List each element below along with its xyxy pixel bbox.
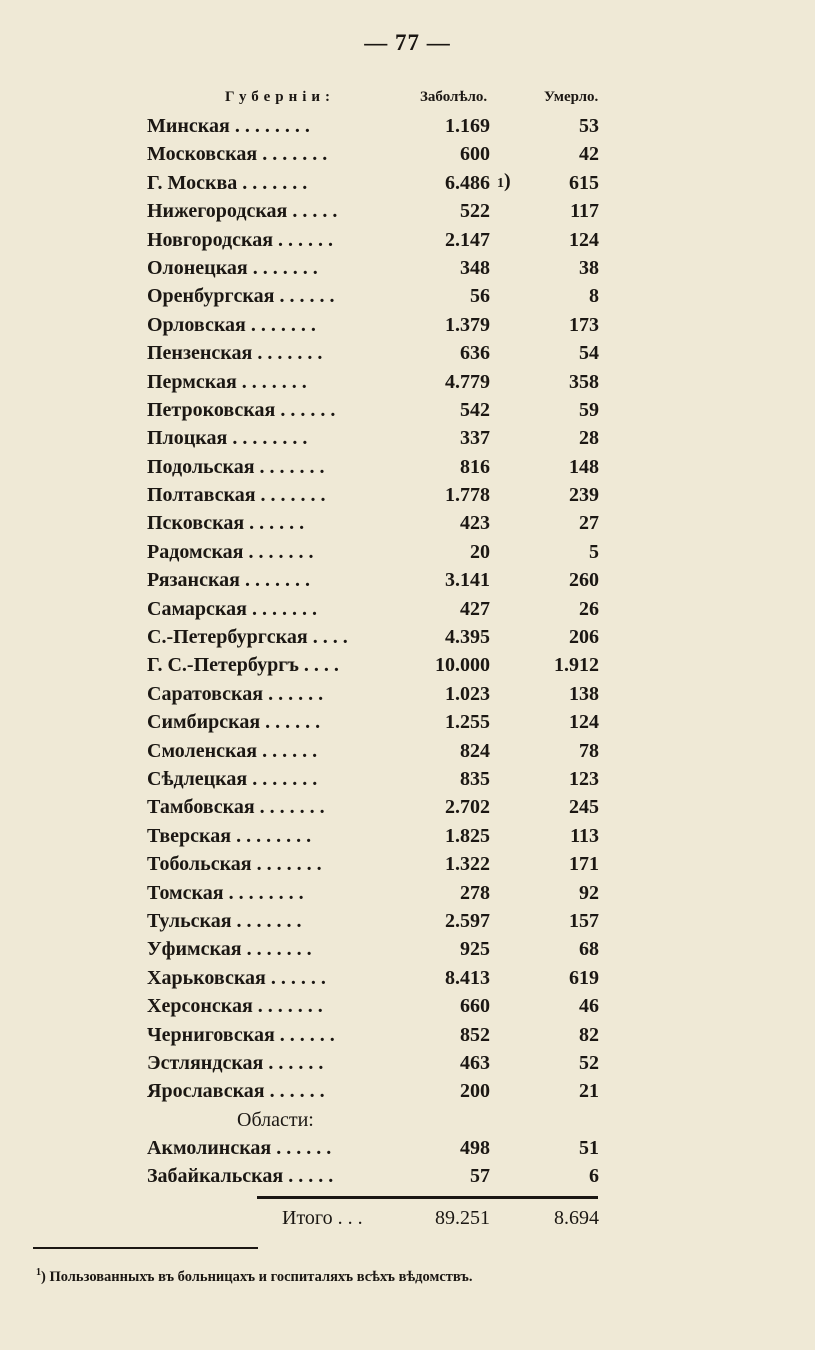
dead-count: 358 (569, 370, 599, 393)
section-row (0, 1106, 815, 1134)
sick-count: 427 (460, 597, 490, 620)
sick-count: 824 (460, 739, 490, 762)
table-row (0, 680, 815, 708)
gubernia-name: Херсонская . . . . . . . (147, 995, 323, 1018)
gubernia-name: Харьковская . . . . . . (147, 966, 326, 989)
dead-count: 68 (579, 938, 599, 961)
dead-count: 171 (569, 853, 599, 876)
table-row (0, 282, 815, 310)
footnote-ref (497, 167, 511, 198)
dead-count: 148 (569, 455, 599, 478)
dead-count: 260 (569, 569, 599, 592)
sick-count: 522 (460, 200, 490, 223)
sick-count: 1.825 (445, 824, 490, 847)
footnote (36, 1267, 472, 1286)
dead-count: 46 (579, 995, 599, 1018)
dead-count: 138 (569, 682, 599, 705)
table-row (0, 1162, 815, 1190)
total-row (0, 1204, 815, 1234)
gubernia-name: Оренбургская . . . . . . (147, 285, 335, 308)
dead-count: 28 (579, 427, 599, 450)
header-umerlo: Умерло. (544, 89, 599, 105)
table-row (0, 1021, 815, 1049)
dead-count: 52 (579, 1051, 599, 1074)
table-row (0, 566, 815, 594)
table-row (0, 765, 815, 793)
sick-count: 200 (460, 1080, 490, 1103)
table-row (0, 1134, 815, 1162)
sick-count: 1.322 (445, 853, 490, 876)
footnote-marker: 1 (36, 1267, 41, 1278)
gubernia-name: Полтавская . . . . . . . (147, 484, 326, 507)
table-row (0, 481, 815, 509)
dead-count: 173 (569, 313, 599, 336)
dead-count: 42 (579, 143, 599, 166)
footnote-rule (33, 1247, 258, 1249)
dead-count: 92 (579, 881, 599, 904)
total-sick: 89.251 (435, 1207, 490, 1229)
gubernia-name: Саратовская . . . . . . (147, 682, 324, 705)
dead-count: 124 (569, 228, 599, 251)
gubernia-name: Эстляндская . . . . . . (147, 1051, 324, 1074)
gubernia-name: Пензенская . . . . . . . (147, 342, 323, 365)
dead-count: 124 (569, 711, 599, 734)
sick-count: 278 (460, 881, 490, 904)
sick-count: 852 (460, 1023, 490, 1046)
gubernia-name: Тобольская . . . . . . . (147, 853, 322, 876)
sick-count: 2.597 (445, 909, 490, 932)
gubernia-name: Петроковская . . . . . . (147, 398, 336, 421)
gubernia-name: Новгородская . . . . . . (147, 228, 334, 251)
gubernia-name: Акмолинская . . . . . . (147, 1137, 332, 1160)
table-row (0, 339, 815, 367)
dead-count: 59 (579, 398, 599, 421)
sick-count: 4.779 (445, 370, 490, 393)
table-row (0, 453, 815, 481)
gubernia-name: Тамбовская . . . . . . . (147, 796, 325, 819)
dead-count: 239 (569, 484, 599, 507)
table-row (0, 708, 815, 736)
section-label: Области: (237, 1108, 314, 1131)
dead-count: 78 (579, 739, 599, 762)
sick-count: 1.379 (445, 313, 490, 336)
table-row (0, 140, 815, 168)
sick-count: 337 (460, 427, 490, 450)
gubernia-name: Рязанская . . . . . . . (147, 569, 310, 592)
sick-count: 20 (470, 540, 490, 563)
total-dead: 8.694 (554, 1207, 599, 1229)
sick-count: 1.255 (445, 711, 490, 734)
page-number: — 77 — (364, 30, 451, 55)
gubernia-name: Смоленская . . . . . . (147, 739, 318, 762)
table-row (0, 793, 815, 821)
sick-count: 498 (460, 1137, 490, 1160)
sick-count: 660 (460, 995, 490, 1018)
table-row (0, 226, 815, 254)
table-row (0, 651, 815, 679)
table-row (0, 1049, 815, 1077)
table-row (0, 822, 815, 850)
gubernia-name: Самарская . . . . . . . (147, 597, 317, 620)
sick-count: 2.147 (445, 228, 490, 251)
footnote-ref-paren: ) (504, 169, 511, 192)
sick-count: 1.169 (445, 115, 490, 137)
sick-count: 57 (470, 1165, 490, 1188)
sick-count: 636 (460, 342, 490, 365)
gubernia-name: Псковская . . . . . . (147, 512, 305, 535)
gubernia-name: Орловская . . . . . . . (147, 313, 316, 336)
table-row (0, 1077, 815, 1105)
gubernia-name: Нижегородская . . . . . (147, 200, 338, 223)
gubernia-name: Симбирская . . . . . . (147, 711, 321, 734)
gubernia-name: Олонецкая . . . . . . . (147, 256, 318, 279)
footnote-text: ) Пользованныхъ въ больницахъ и госпиталяхъ всѣхъ вѣдомствъ. (41, 1268, 473, 1285)
table-row (0, 311, 815, 339)
gubernia-name: Московская . . . . . . . (147, 143, 328, 166)
table-body (0, 112, 815, 1191)
dead-count: 5 (589, 540, 599, 563)
sick-count: 4.395 (445, 626, 490, 649)
gubernia-name: С.-Петербургская . . . . (147, 626, 348, 649)
dead-count: 54 (579, 342, 599, 365)
total-label: Итого . . . (282, 1207, 363, 1229)
dead-count: 26 (579, 597, 599, 620)
sick-count: 348 (460, 256, 490, 279)
gubernia-name: Пермская . . . . . . . (147, 370, 307, 393)
table-row (0, 509, 815, 537)
table-row (0, 538, 815, 566)
dead-count: 615 (569, 171, 599, 194)
table-row (0, 197, 815, 225)
dead-count: 123 (569, 767, 599, 790)
table-row (0, 907, 815, 935)
dead-count: 82 (579, 1023, 599, 1046)
header-gubernii: Губерніи: (225, 89, 336, 105)
table-row (0, 254, 815, 282)
table-row (0, 879, 815, 907)
gubernia-name: Ярославская . . . . . . (147, 1080, 325, 1103)
sick-count: 542 (460, 398, 490, 421)
gubernia-name: Радомская . . . . . . . (147, 540, 314, 563)
table-row (0, 850, 815, 878)
sick-count: 3.141 (445, 569, 490, 592)
gubernia-name: Г. Москва . . . . . . . (147, 171, 308, 194)
dead-count: 21 (579, 1080, 599, 1103)
table-row (0, 623, 815, 651)
sick-count: 925 (460, 938, 490, 961)
dead-count: 6 (589, 1165, 599, 1188)
dead-count: 117 (570, 200, 599, 223)
sick-count: 1.023 (445, 682, 490, 705)
gubernia-name: Черниговская . . . . . . (147, 1023, 335, 1046)
sick-count: 835 (460, 767, 490, 790)
table-header (0, 89, 815, 111)
gubernia-name: Тульская . . . . . . . (147, 909, 302, 932)
total-rule (257, 1196, 598, 1199)
gubernia-name: Подольская . . . . . . . (147, 455, 325, 478)
gubernia-name: Плоцкая . . . . . . . . (147, 427, 308, 450)
table-row (0, 396, 815, 424)
table-row (0, 169, 815, 197)
dead-count: 245 (569, 796, 599, 819)
dead-count: 619 (569, 966, 599, 989)
table-row (0, 595, 815, 623)
sick-count: 600 (460, 143, 490, 166)
gubernia-name: Забайкальская . . . . . (147, 1165, 334, 1188)
gubernia-name: Сѣдлецкая . . . . . . . (147, 767, 318, 790)
sick-count: 1.778 (445, 484, 490, 507)
sick-count: 423 (460, 512, 490, 535)
dead-count: 206 (569, 626, 599, 649)
sick-count: 2.702 (445, 796, 490, 819)
table-row (0, 737, 815, 765)
header-zabolelo: Заболѣло. (420, 89, 488, 105)
gubernia-name: Г. С.-Петербургъ . . . . (147, 654, 339, 677)
table-row (0, 992, 815, 1020)
gubernia-name: Минская . . . . . . . . (147, 115, 310, 137)
dead-count: 1.912 (554, 654, 599, 677)
dead-count: 53 (579, 115, 599, 137)
sick-count: 816 (460, 455, 490, 478)
table-row (0, 424, 815, 452)
gubernia-name: Томская . . . . . . . . (147, 881, 304, 904)
sick-count: 56 (470, 285, 490, 308)
table-row (0, 368, 815, 396)
table-row (0, 935, 815, 963)
sick-count: 8.413 (445, 966, 490, 989)
table-row (0, 964, 815, 992)
sick-count: 463 (460, 1051, 490, 1074)
dead-count: 8 (589, 285, 599, 308)
footnote-ref-number: 1 (497, 175, 504, 191)
table-row (0, 112, 815, 140)
sick-count: 10.000 (435, 654, 490, 677)
gubernia-name: Тверская . . . . . . . . (147, 824, 312, 847)
dead-count: 113 (570, 824, 599, 847)
dead-count: 27 (579, 512, 599, 535)
dead-count: 51 (579, 1137, 599, 1160)
sick-count: 6.486 (445, 171, 490, 194)
gubernia-name: Уфимская . . . . . . . (147, 938, 312, 961)
dead-count: 157 (569, 909, 599, 932)
dead-count: 38 (579, 256, 599, 279)
